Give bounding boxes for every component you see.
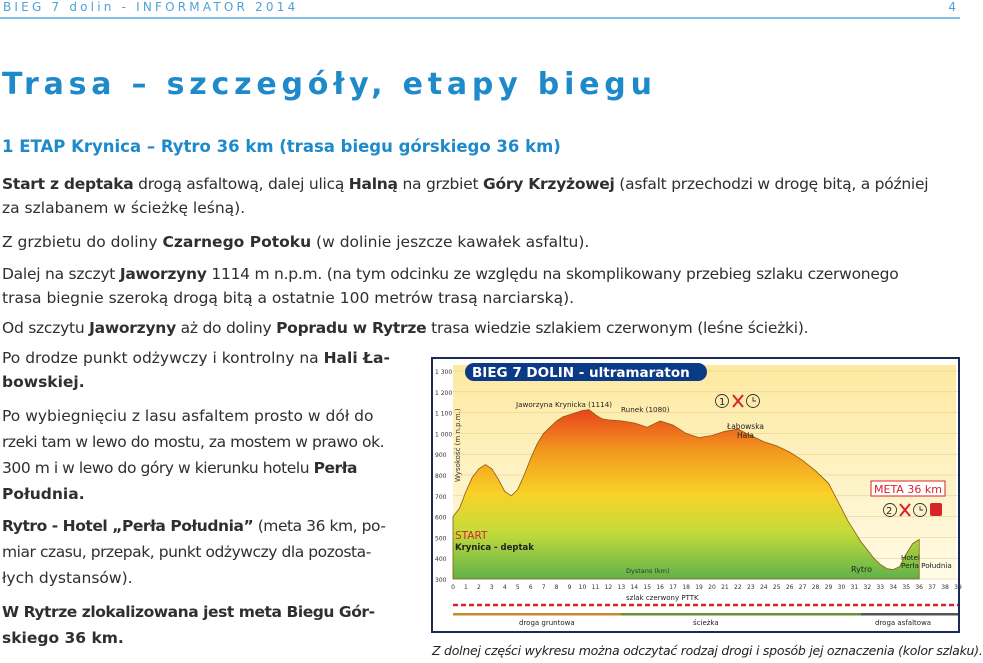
label-runek: Runek (1080) bbox=[621, 405, 670, 414]
label-hala: Łabowska Hala bbox=[727, 422, 765, 440]
x-tick-label: 11 bbox=[591, 584, 600, 591]
road-type-dirt: droga gruntowa bbox=[519, 619, 575, 627]
x-tick-label: 18 bbox=[682, 584, 690, 591]
x-tick-label: 38 bbox=[941, 584, 949, 591]
x-tick-label: 32 bbox=[863, 584, 872, 591]
x-tick-label: 21 bbox=[721, 584, 729, 591]
paragraph-rytro-line-2: miar czasu, przepak, punkt odżywczy dla pozosta- bbox=[2, 543, 371, 561]
page-header bbox=[0, 0, 960, 16]
header-divider bbox=[0, 17, 960, 19]
x-tick-label: 14 bbox=[630, 584, 639, 591]
paragraph-las-line-3 bbox=[2, 456, 357, 480]
x-tick-label: 17 bbox=[669, 584, 677, 591]
label-start: START bbox=[455, 530, 488, 542]
y-tick-label: 600 bbox=[435, 514, 447, 522]
x-tick-label: 34 bbox=[889, 584, 898, 591]
x-tick-label: 5 bbox=[515, 584, 520, 591]
paragraph-start-line-1 bbox=[2, 172, 928, 196]
y-tick-label: 1 100 bbox=[435, 410, 453, 418]
chart-caption: Z dolnej części wykresu można odczytać rodzaj drogi i sposób jej oznaczenia (kolor szlaku). bbox=[432, 643, 983, 658]
checkpoint-2-number: 2 bbox=[886, 506, 893, 517]
y-tick-label: 1 200 bbox=[435, 389, 453, 397]
road-line-path bbox=[621, 613, 861, 616]
x-tick-label: 35 bbox=[902, 584, 911, 591]
stage-title: 1 ETAP Krynica – Rytro 36 km (trasa biegu górskiego 36 km) bbox=[2, 137, 561, 156]
text: drogą asfaltową, dalej ulicą bbox=[133, 175, 349, 193]
x-tick-label: 10 bbox=[578, 584, 587, 591]
label-rytro: Rytro bbox=[851, 565, 872, 574]
x-tick-label: 29 bbox=[824, 584, 833, 591]
x-tick-label: 28 bbox=[811, 584, 820, 591]
paragraph-las-line-1: Po wybiegnięciu z lasu asfaltem prosto w dół do bbox=[2, 407, 374, 425]
x-tick-label: 37 bbox=[928, 584, 936, 591]
x-tick-label: 3 bbox=[489, 584, 494, 591]
bold-jaworzyna-2: Jaworzyny bbox=[89, 319, 176, 337]
bold-labowskiej: bowskiej. bbox=[2, 373, 85, 391]
y-tick-label: 500 bbox=[435, 535, 447, 543]
x-tick-label: 4 bbox=[502, 584, 507, 591]
label-jaworzyna: Jaworzyna Krynicka (1114) bbox=[516, 400, 613, 409]
bold-poludnia: Południa. bbox=[2, 485, 85, 503]
text: 300 m i w lewo do góry w kierunku hotelu bbox=[2, 459, 314, 477]
text: Dalej na szczyt bbox=[2, 265, 120, 283]
x-tick-label: 26 bbox=[785, 584, 794, 591]
y-tick-label: 900 bbox=[435, 452, 447, 460]
x-tick-label: 16 bbox=[656, 584, 664, 591]
paragraph-hala-line-2 bbox=[2, 370, 85, 394]
paragraph-szczyt bbox=[2, 316, 808, 340]
x-tick-label: 2 bbox=[476, 584, 481, 591]
bold-czarny-potok: Czarnego Potoku bbox=[162, 233, 312, 251]
header-title: BIEG 7 dolin - INFORMATOR 2014 bbox=[3, 0, 299, 14]
meta-label: META 36 km bbox=[874, 483, 942, 496]
road-type-asphalt: droga asfaltowa bbox=[875, 619, 932, 627]
paragraph-meta-line-2: skiego 36 km. bbox=[2, 629, 124, 647]
paragraph-las-line-4 bbox=[2, 482, 85, 506]
bold-hala: Hali Ła- bbox=[323, 349, 390, 367]
y-tick-label: 1 000 bbox=[435, 431, 453, 439]
text: Po drodze punkt odżywczy i kontrolny na bbox=[2, 349, 324, 367]
text: Z grzbietu do doliny bbox=[2, 233, 163, 251]
x-tick-label: 36 bbox=[915, 584, 923, 591]
y-tick-label: 300 bbox=[435, 577, 447, 584]
y-axis-label: Wysokość (m n.p.m.) bbox=[454, 408, 462, 482]
x-tick-label: 27 bbox=[798, 584, 807, 591]
chart-title: BIEG 7 DOLIN - ultramaraton bbox=[472, 365, 690, 381]
y-tick-label: 700 bbox=[435, 493, 447, 501]
paragraph-rytro-line-3: łych dystansów). bbox=[2, 569, 133, 587]
bold-gora-krzyzowa: Góry Krzyżowej bbox=[483, 175, 615, 193]
checkpoint-1-number: 1 bbox=[719, 397, 726, 408]
road-type-path: ścieżka bbox=[693, 619, 719, 627]
bold-start: Start z deptaka bbox=[2, 175, 134, 193]
x-tick-label: 0 bbox=[451, 584, 455, 591]
paragraph-meta-line-1: W Rytrze zlokalizowana jest meta Biegu Gór- bbox=[2, 603, 375, 621]
text: (meta 36 km, po- bbox=[253, 517, 386, 535]
text: trasa wiedzie szlakiem czerwonym (leśne ścieżki). bbox=[426, 319, 809, 337]
x-tick-label: 30 bbox=[837, 584, 846, 591]
y-tick-label: 800 bbox=[435, 473, 447, 480]
x-tick-label: 22 bbox=[734, 584, 742, 591]
trail-label: szlak czerwony PTTK bbox=[626, 594, 699, 602]
bag-icon bbox=[930, 503, 942, 516]
x-tick-label: 8 bbox=[554, 584, 559, 591]
x-tick-label: 24 bbox=[759, 584, 768, 591]
x-tick-label: 15 bbox=[643, 584, 652, 591]
y-tick-label: 400 bbox=[435, 556, 447, 564]
x-tick-label: 13 bbox=[617, 584, 626, 591]
x-tick-label: 7 bbox=[541, 584, 546, 591]
y-tick-label: 1 300 bbox=[435, 369, 453, 376]
x-tick-label: 1 bbox=[464, 584, 468, 591]
page-title: Trasa – szczegóły, etapy biegu bbox=[2, 67, 657, 102]
x-tick-label: 12 bbox=[604, 584, 613, 591]
x-tick-label: 9 bbox=[567, 584, 572, 591]
bold-jaworzyna: Jaworzyny bbox=[119, 265, 207, 283]
road-line-dirt bbox=[453, 613, 621, 616]
x-tick-label: 33 bbox=[876, 584, 885, 591]
text: aż do doliny bbox=[175, 319, 277, 337]
text: na grzbiet bbox=[397, 175, 483, 193]
x-tick-label: 23 bbox=[747, 584, 755, 591]
bold-perla: Perła bbox=[313, 459, 358, 477]
x-tick-label: 31 bbox=[850, 584, 859, 591]
bold-poprad: Popradu w Rytrze bbox=[276, 319, 427, 337]
elevation-chart bbox=[431, 357, 960, 633]
x-tick-label: 6 bbox=[528, 584, 533, 591]
paragraph-rytro-line-1 bbox=[2, 514, 385, 538]
label-start-place: Krynica - deptak bbox=[455, 543, 534, 553]
elevation-chart-svg bbox=[431, 357, 960, 633]
paragraph-las-line-2: rzeki tam w lewo do mostu, za mostem w prawo ok. bbox=[2, 433, 385, 451]
bold-halna: Halną bbox=[348, 175, 398, 193]
paragraph-start-line-2: za szlabanem w ścieżkę leśną). bbox=[2, 199, 246, 217]
paragraph-jaworzyna-line-2: trasa biegnie szeroką drogą bitą a ostatnie 100 metrów trasą narciarską). bbox=[2, 289, 575, 307]
x-tick-label: 20 bbox=[708, 584, 716, 591]
x-tick-label: 39 bbox=[954, 584, 962, 591]
paragraph-grzbiet bbox=[2, 230, 589, 254]
text: 1114 m n.p.m. (na tym odcinku ze względu na skomplikowany przebieg szlaku czerwonego bbox=[206, 265, 899, 283]
x-axis-label: Dystans (km) bbox=[626, 567, 670, 575]
paragraph-hala-line-1 bbox=[2, 346, 390, 370]
paragraph-jaworzyna-line-1 bbox=[2, 262, 899, 286]
road-line-asphalt bbox=[861, 613, 958, 616]
x-tick-label: 19 bbox=[695, 584, 703, 591]
text: (w dolinie jeszcze kawałek asfaltu). bbox=[311, 233, 590, 251]
x-tick-label: 25 bbox=[772, 584, 781, 591]
text: Od szczytu bbox=[2, 319, 90, 337]
text: (asfalt przechodzi w drogę bitą, a później bbox=[614, 175, 929, 193]
label-hotel: Hotel Perła Południa bbox=[901, 553, 952, 570]
page-number: 4 bbox=[948, 0, 956, 14]
bold-rytro-hotel: Rytro - Hotel „Perła Południa” bbox=[2, 517, 254, 535]
